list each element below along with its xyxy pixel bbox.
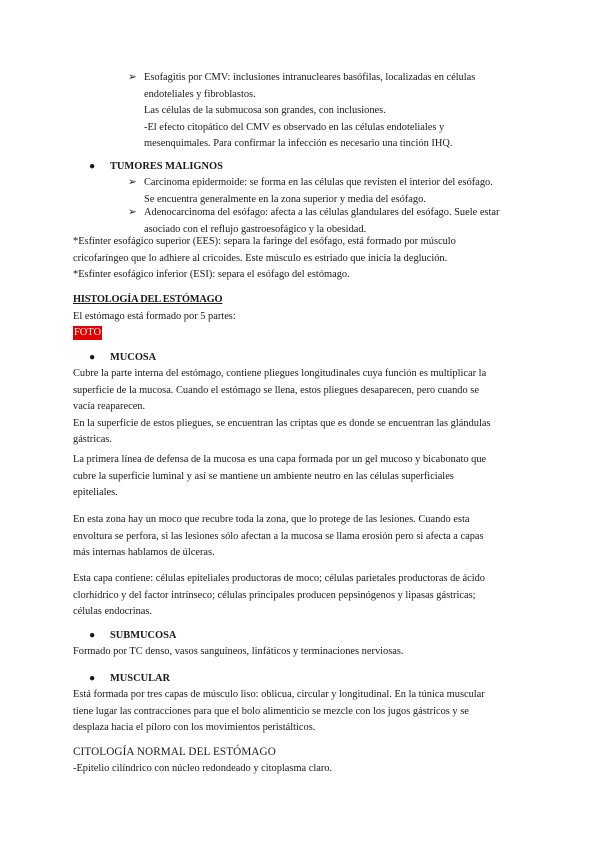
mucosa-paragraph-2 <box>73 452 528 502</box>
text-line: Adenocarcinoma del esófago: afecta a las células glandulares del esófago. Suele estar <box>144 207 500 218</box>
section-heading: MUSCULAR <box>110 673 171 684</box>
text-line: asociado con el reflujo gastroesofágico y la obesidad. <box>144 223 367 235</box>
arrow-bullet-icon: ➢ <box>128 207 137 218</box>
section-heading: TUMORES MALIGNOS <box>110 161 223 172</box>
section-title: HISTOLOGÍA DEL ESTÓMAGO <box>73 294 223 305</box>
note-line: *Esfínter esofágico superior (EES): separa la faringe del esófago, está formado por músculo <box>73 236 456 247</box>
text-line: tiene lugar las contracciones para que el bolo alimenticio se mezcle con los jugos gástricos y se <box>73 705 469 717</box>
text-line: endoteliales y fibroblastos. <box>144 88 256 100</box>
text-line: Formado por TC denso, vasos sanguíneos, linfáticos y terminaciones nerviosas. <box>73 646 404 657</box>
text-line: -El efecto citopático del CMV es observado en las células endoteliales y <box>144 121 445 133</box>
arrow-bullet-icon: ➢ <box>128 72 137 83</box>
submucosa-heading <box>73 628 528 645</box>
mucosa-paragraph-4 <box>73 571 528 621</box>
section-title: CITOLOGÍA NORMAL DEL ESTÓMAGO <box>73 746 276 758</box>
muscular-heading <box>73 671 528 688</box>
bullet-dot-icon: ● <box>89 161 96 172</box>
text-line: superficie de la mucosa. Cuando el estómago se llena, estos pliegues desaparecen, pero cuando se <box>73 384 479 396</box>
text-line: más internas hablamos de úlceras. <box>73 547 215 558</box>
text-line: Carcinoma epidermoide: se forma en las células que revisten el interior del esófago. <box>144 177 493 188</box>
bullet-dot-icon: ● <box>89 352 96 363</box>
note-line: cricofaríngeo que lo adhiere al cricoides. Este músculo es estriado que inicia la deglución. <box>73 252 448 264</box>
text-line: Las células de la submucosa son grandes, con inclusiones. <box>144 105 386 116</box>
text-line: Se encuentra generalmente en la zona superior y media del esófago. <box>144 193 426 205</box>
intro-text: El estómago está formado por 5 partes: <box>73 310 236 322</box>
text-line: células endocrinas. <box>73 606 153 617</box>
text-line: vacía reaparecen. <box>73 401 146 412</box>
text-line: gástricas. <box>73 434 112 445</box>
esofagitis-cmv-item <box>128 70 544 153</box>
text-line: Está formada por tres capas de músculo liso: oblicua, circular y longitudinal. En la túnica muscular <box>73 689 485 700</box>
text-line: envoltura se perfora, si las lesiones sólo afectan a la mucosa se llama erosión pero si afecta a capas <box>73 530 484 542</box>
note-line: *Esfínter esofágico inferior (ESI): separa el esófago del estómago. <box>73 269 350 280</box>
text-line: Esofagitis por CMV: inclusiones intranucleares basófilas, localizadas en células <box>144 72 476 83</box>
mucosa-heading <box>73 350 528 367</box>
mucosa-paragraph-1 <box>73 366 528 449</box>
text-line: Cubre la parte interna del estómago, contiene pliegues longitudinales cuya función es multiplicar la <box>73 368 487 379</box>
histologia-section <box>73 292 528 342</box>
carcinoma-item <box>128 175 544 208</box>
esfinter-notes <box>73 234 528 284</box>
text-line: clorhídrico y del factor intrínseco; células principales producen pepsinógenos y lipasas gástricas; <box>73 589 476 601</box>
mucosa-paragraph-3 <box>73 512 528 562</box>
text-line: Esta capa contiene: células epiteliales productoras de moco; células parietales productoras de ácido <box>73 573 485 584</box>
text-line: desplaza hacia el píloro con los movimientos peristálticos. <box>73 722 316 733</box>
text-line: La primera línea de defensa de la mucosa es una capa formada por un gel mucoso y bicabonato que <box>73 454 487 465</box>
bullet-dot-icon: ● <box>89 673 96 684</box>
text-line: -Epitelio cilíndrico con núcleo redondeado y citoplasma claro. <box>73 762 333 774</box>
muscular-text <box>73 687 528 737</box>
text-line: mesenquimales. Para confirmar la infección es necesario una tinción IHQ. <box>144 138 453 149</box>
arrow-bullet-icon: ➢ <box>128 177 137 188</box>
text-line: cubre la superficie luminal y así se mantiene un ambiente neutro en las células superficiales <box>73 470 454 482</box>
text-line: En la superficie de estos pliegues, se encuentran las criptas que es donde se encuentran las glándulas <box>73 417 491 429</box>
section-heading: SUBMUCOSA <box>110 630 177 641</box>
text-line: En esta zona hay un moco que recubre toda la zona, que lo protege de las lesiones. Cuando esta <box>73 514 470 525</box>
foto-placeholder: FOTO <box>74 327 101 338</box>
tumores-heading <box>73 159 528 176</box>
submucosa-text <box>73 644 528 661</box>
bullet-dot-icon: ● <box>89 630 96 641</box>
citologia-section <box>73 744 528 777</box>
section-heading: MUCOSA <box>110 352 157 363</box>
text-line: epiteliales. <box>73 487 118 498</box>
